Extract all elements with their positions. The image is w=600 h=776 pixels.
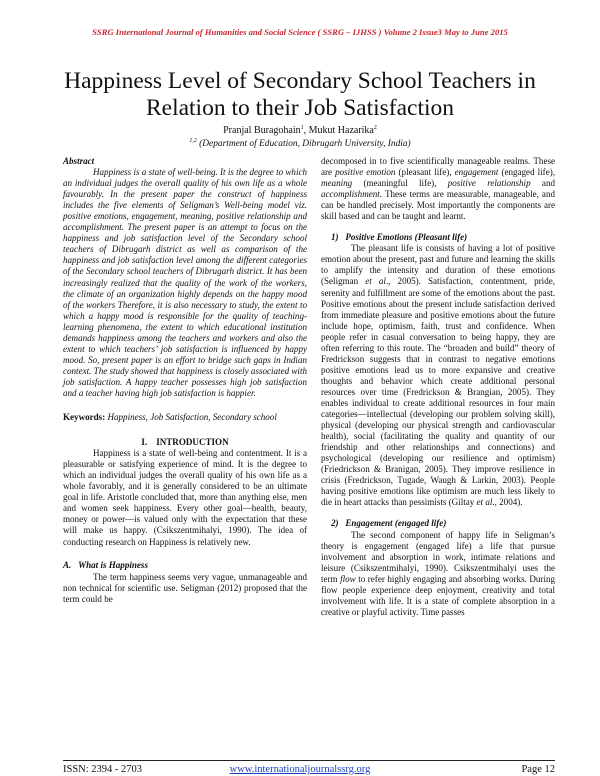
text-span: The pleasant life is consists of having a lot of positive emotion about the present, past and future and learning the skills to amplify the intensity and duration of these emotions (Seligman <box>321 243 555 287</box>
abstract-text: Happiness is a state of well-being. It is the degree to which an individual judges the overall quality of his own life as a whole favourably. In the present paper the construct of happiness includes the five elements of Seligman’s Well-being model viz. positive emotions, engagement, meaning, positive relationship and accomplishment. The present paper is an attempt to focus on the happiness and job satisfaction level of the Secondary school teachers of Dibrugarh district as well as comparison of the happiness and job satisfaction level among the different categories of the Secondary school teachers of Dibrugarh district. It has been increasingly realized that the quality of the work of the workers, the climate of an organization highly depends on the happy mood of the workers Therefore, it is also necessary to study, the extent to which a happy mood is responsible for the quality of teaching-learning phenomena, the extent to which educational institution demands happiness among the teachers and workers and also the extent to which teachers’ job satisfaction is influenced by happy mood. So, present paper is an effort to bridge such gaps in Indian context. The study showed that happiness is closely associated with job satisfaction. A happy teacher possesses high job satisfaction and a teacher having high job satisfaction is happier. <box>63 167 307 398</box>
text-span: The second component of happy life in Seligman’s theory is engagement (engaged life) a life that pursue involvement and absorption in work, intimate relations and leisure (Csikszentmihalyi, 1990). Csikszentmihalyi uses the term <box>321 529 555 584</box>
text-span: (pleasant life), <box>395 167 455 178</box>
introduction-paragraph: Happiness is a state of well-being and contentment. It is a pleasurable or satisfying experience of mind. It is the degree to which an individual judges the overall quality of his own life as a whole favorably, and it is generally considered to be an ultimate goal in life. Aristotle concluded that, more than anything else, men and women seek happiness. Every other goal—health, beauty, money or power—is valued only with the expectation that these will make us happy. (Csikszentmihalyi, 1990). The idea of conducting research on Happiness is relatively new. <box>63 448 307 547</box>
author-1-sup: 1 <box>300 125 304 131</box>
term-flow: flow <box>340 573 356 584</box>
text-span: ., 2005). Satisfaction, contentment, pride, serenity and fulfillment are some of the emotions about the past. Positive emotions about the present include satisfaction derived from immediate pleasure and positive emotions about the future include hope, optimism, faith, trust and confidence. When people refer in casual conversation to being happy, they are often referring to this route. The “broaden and build” theory of Fredrickson suggests that in contrast to negative emotions positive emotions lead us to more expansive and creative thoughts and behavior which create additional personal resources over time (Fredrickson & Brangian, 2005). They enables individual to create additional resources in four main categories—intellectual (developing our problem solving skill), physical (developing our physical strength and cardiovascular health), social (facilitating the quality and quantity of our friendship and other relationships and connections) and psychological (developing our resilience and optimism) (Friedrickson & Branigan, 2005). They improve resilience in crisis (Fredrickson, Tugade, Waugh & Larkin, 2003). People having positive emotions like optimism are much less likely to die in heart attacks than pessimists (Giltay <box>321 276 555 508</box>
positive-emotions-heading: 1) Positive Emotions (Pleasant life) <box>331 232 468 243</box>
affiliation-text: (Department of Education, Dibrugarh University, India) <box>196 139 411 149</box>
term-meaning: meaning <box>321 178 353 189</box>
footer-journal-link[interactable]: www.internationaljournalssrg.org <box>229 764 371 775</box>
left-column <box>63 156 307 605</box>
engagement-heading: 2) Engagement (engaged life) <box>331 518 447 529</box>
introduction-heading: I. INTRODUCTION <box>141 437 229 448</box>
footer-issn: ISSN: 2394 - 2703 <box>63 764 143 775</box>
text-span: decomposed in to five scientifically manageable realms. These are <box>321 156 555 178</box>
et-al: et al <box>476 497 493 508</box>
term-accomplishment: accomplishment <box>321 189 380 200</box>
journal-header: SSRG International Journal of Humanities and Social Science ( SSRG – IJHSS ) Volume 2 Issue3 May to June 2015 <box>92 27 508 37</box>
what-is-happiness-heading: A. What is Happiness <box>63 559 148 570</box>
term-positive-relationship: positive relationship <box>447 178 531 189</box>
keywords <box>63 412 307 423</box>
text-span: ., 2004). <box>492 497 523 508</box>
right-column <box>321 156 555 618</box>
text-span: and <box>530 178 555 189</box>
text-span: to refer highly engaging and absorbing works. During flow people experience deep enjoyment, creativity and total involvement with life. It is a state of complete absorption in a creative or playful activity. Time passes <box>321 573 556 617</box>
affiliation-sup: 1,2 <box>189 138 197 144</box>
positive-emotions-paragraph <box>321 243 555 508</box>
author-2-sup: 2 <box>373 125 377 131</box>
seligman-realms-paragraph <box>321 156 555 222</box>
term-positive-emotion: positive emotion <box>335 167 396 178</box>
footer-divider <box>63 760 555 761</box>
affiliation <box>0 139 600 149</box>
keywords-label: Keywords: <box>63 412 106 423</box>
et-al: et al <box>365 276 386 287</box>
author-1: Pranjal Buragohain <box>223 125 301 136</box>
what-is-happiness-paragraph: The term happiness seems very vague, unmanageable and non technical for scientific use. Seligman (2012) proposed that the term could be <box>63 571 307 604</box>
authors-line <box>0 125 600 136</box>
engagement-paragraph <box>321 530 555 618</box>
text-span: (meaningful life), <box>352 178 448 189</box>
term-engagement: engagement <box>454 167 499 178</box>
abstract-heading: Abstract <box>63 156 95 166</box>
footer-page-number: Page 12 <box>521 764 555 775</box>
author-2: Mukut Hazarika <box>308 125 374 136</box>
author-separator: , <box>303 125 309 136</box>
text-span: . These terms are measurable, manageable, and can be handled precisely. Most importantly the components are skill based and can be taught and learnt. <box>321 189 555 222</box>
keywords-text: Happiness, Job Satisfaction, Secondary school <box>105 412 277 423</box>
paper-title: Happiness Level of Secondary School Teachers in Relation to their Job Satisfaction <box>64 68 536 121</box>
text-span: (engaged life), <box>498 167 555 178</box>
